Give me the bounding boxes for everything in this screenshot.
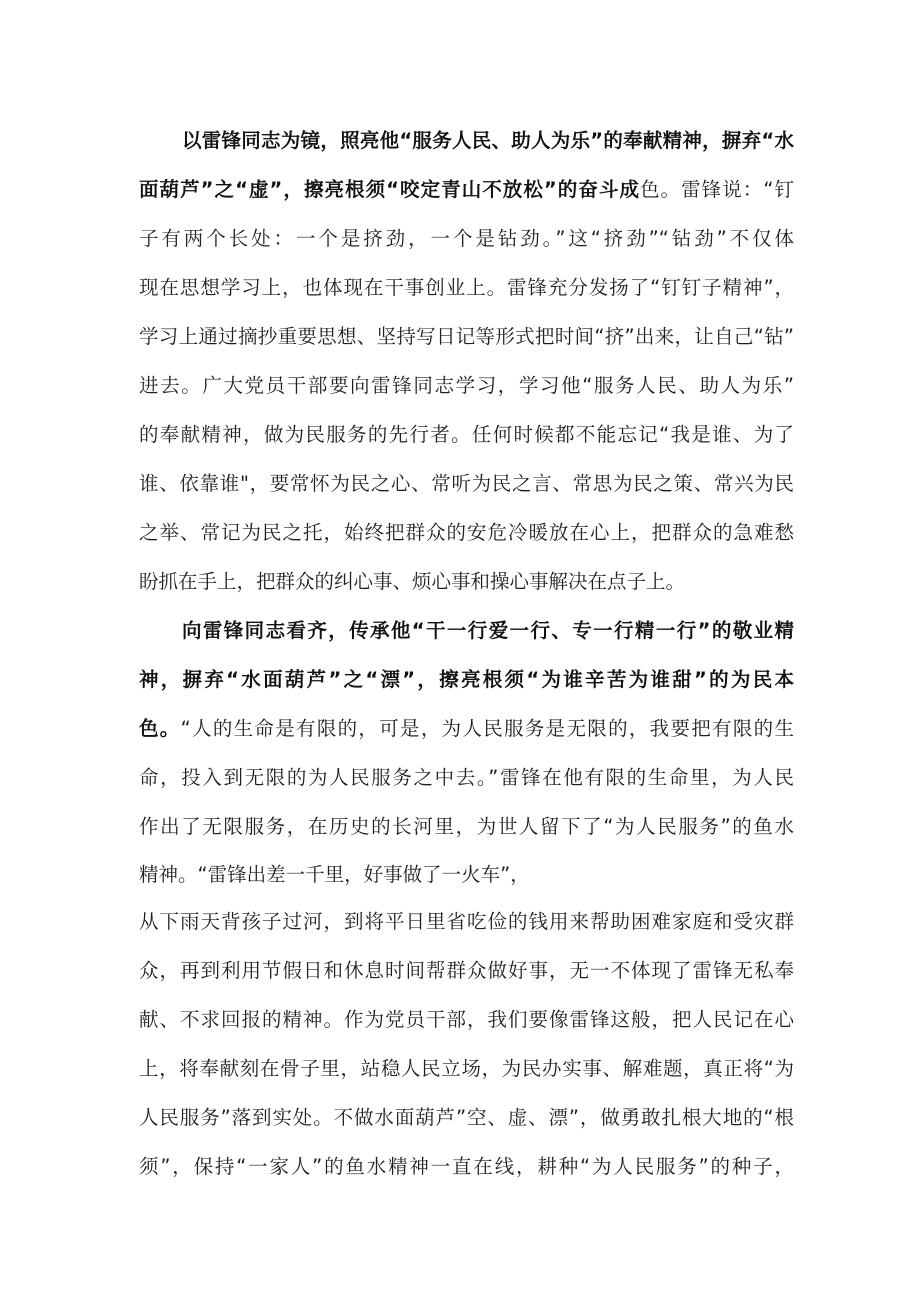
body-text: 命，投入到无限的为人民服务之中去。”雷锋在他有限的生命里，为人民: [139, 766, 794, 789]
body-text: 作出了无限服务，在历史的长河里，为世人留下了“为人民服务”的鱼水: [139, 815, 794, 838]
body-text: 盼抓在手上，把群众的纠心事、烦心事和操心事解决在点子上。: [139, 570, 686, 593]
paragraph-1-line-5: [139, 317, 794, 357]
body-text: 上，将奉献刻在骨子里，站稳人民立场，为民办实事、解难题，真正将“为: [139, 1057, 794, 1080]
paragraph-1-line-3: [139, 219, 794, 259]
paragraph-2-line-3: [139, 709, 794, 749]
paragraph-2-line-4: [139, 758, 794, 798]
paragraph-2-line-1: [182, 611, 794, 651]
body-text: 现在思想学习上，也体现在干事创业上。雷锋充分发扬了“钉钉子精神”，: [139, 276, 794, 299]
bold-text: 色。: [139, 717, 181, 740]
paragraph-2-line-7: [139, 902, 794, 942]
paragraph-1-line-7: [139, 415, 794, 455]
body-text: 色。雷锋说：“钉: [640, 178, 794, 201]
paragraph-2-line-12: [139, 1147, 794, 1187]
bold-text: 以雷锋同志为镜，照亮他“服务人民、助人为乐”的奉献精神，摒弃“水: [182, 129, 794, 152]
paragraph-1-line-6: [139, 366, 794, 406]
bold-text: 神，摒弃“水面葫芦”之“漂”，擦亮根须“为谁辛苦为谁甜”的为民本: [139, 668, 794, 691]
paragraph-1-line-10: [139, 562, 794, 602]
body-text: 精神。“雷锋出差一千里，好事做了一火车”，: [139, 863, 530, 886]
body-text: “人的生命是有限的，可是，为人民服务是无限的，我要把有限的生: [180, 717, 794, 740]
body-text: 进去。广大党员干部要向雷锋同志学习，学习他“服务人民、助人为乐”: [139, 374, 794, 397]
paragraph-1-line-2: [139, 170, 794, 210]
bold-text: 面葫芦”之“虚”，擦亮根须“咬定青山不放松”的奋斗成: [139, 178, 640, 201]
body-text: 之举、常记为民之托，始终把群众的安危冷暖放在心上，把群众的急难愁: [139, 521, 794, 544]
paragraph-1-line-1: [182, 121, 794, 161]
body-text: 谁、依靠谁"，要常怀为民之心、常听为民之言、常思为民之策、常兴为民: [139, 472, 794, 495]
body-text: 的奉献精神，做为民服务的先行者。任何时候都不能忘记“我是谁、为了: [139, 423, 794, 446]
body-text: 众，再到利用节假日和休息时间帮群众做好事，无一不体现了雷锋无私奉: [139, 959, 794, 982]
paragraph-2-line-10: [139, 1049, 794, 1089]
paragraph-2-line-8: [139, 951, 794, 991]
paragraph-2-line-2: [139, 660, 794, 700]
body-text: 人民服务”落到实处。不做水面葫芦”空、虚、漂”，做勇敢扎根大地的“根: [139, 1106, 794, 1129]
paragraph-1-line-4: [139, 268, 794, 308]
paragraph-2-line-5: [139, 807, 794, 847]
paragraph-2-line-9: [139, 1000, 794, 1040]
paragraph-1-line-8: [139, 464, 794, 504]
paragraph-2-line-6: [139, 855, 794, 895]
paragraph-2-line-11: [139, 1098, 794, 1138]
body-text: 子有两个长处：一个是挤劲，一个是钻劲。”这“挤劲”“钻劲”不仅体: [139, 227, 794, 250]
paragraph-1-line-9: [139, 513, 794, 553]
body-text: 献、不求回报的精神。作为党员干部，我们要像雷锋这般，把人民记在心: [139, 1008, 794, 1031]
body-text: 须”，保持“一家人”的鱼水精神一直在线，耕种“为人民服务”的种子，: [139, 1155, 794, 1178]
body-text: 学习上通过摘抄重要思想、坚持写日记等形式把时间“挤”出来，让自己“钻”: [139, 325, 794, 348]
body-text: 从下雨天背孩子过河，到将平日里省吃俭的钱用来帮助困难家庭和受灾群: [139, 910, 794, 933]
bold-text: 向雷锋同志看齐，传承他“干一行爱一行、专一行精一行”的敬业精: [182, 619, 794, 642]
